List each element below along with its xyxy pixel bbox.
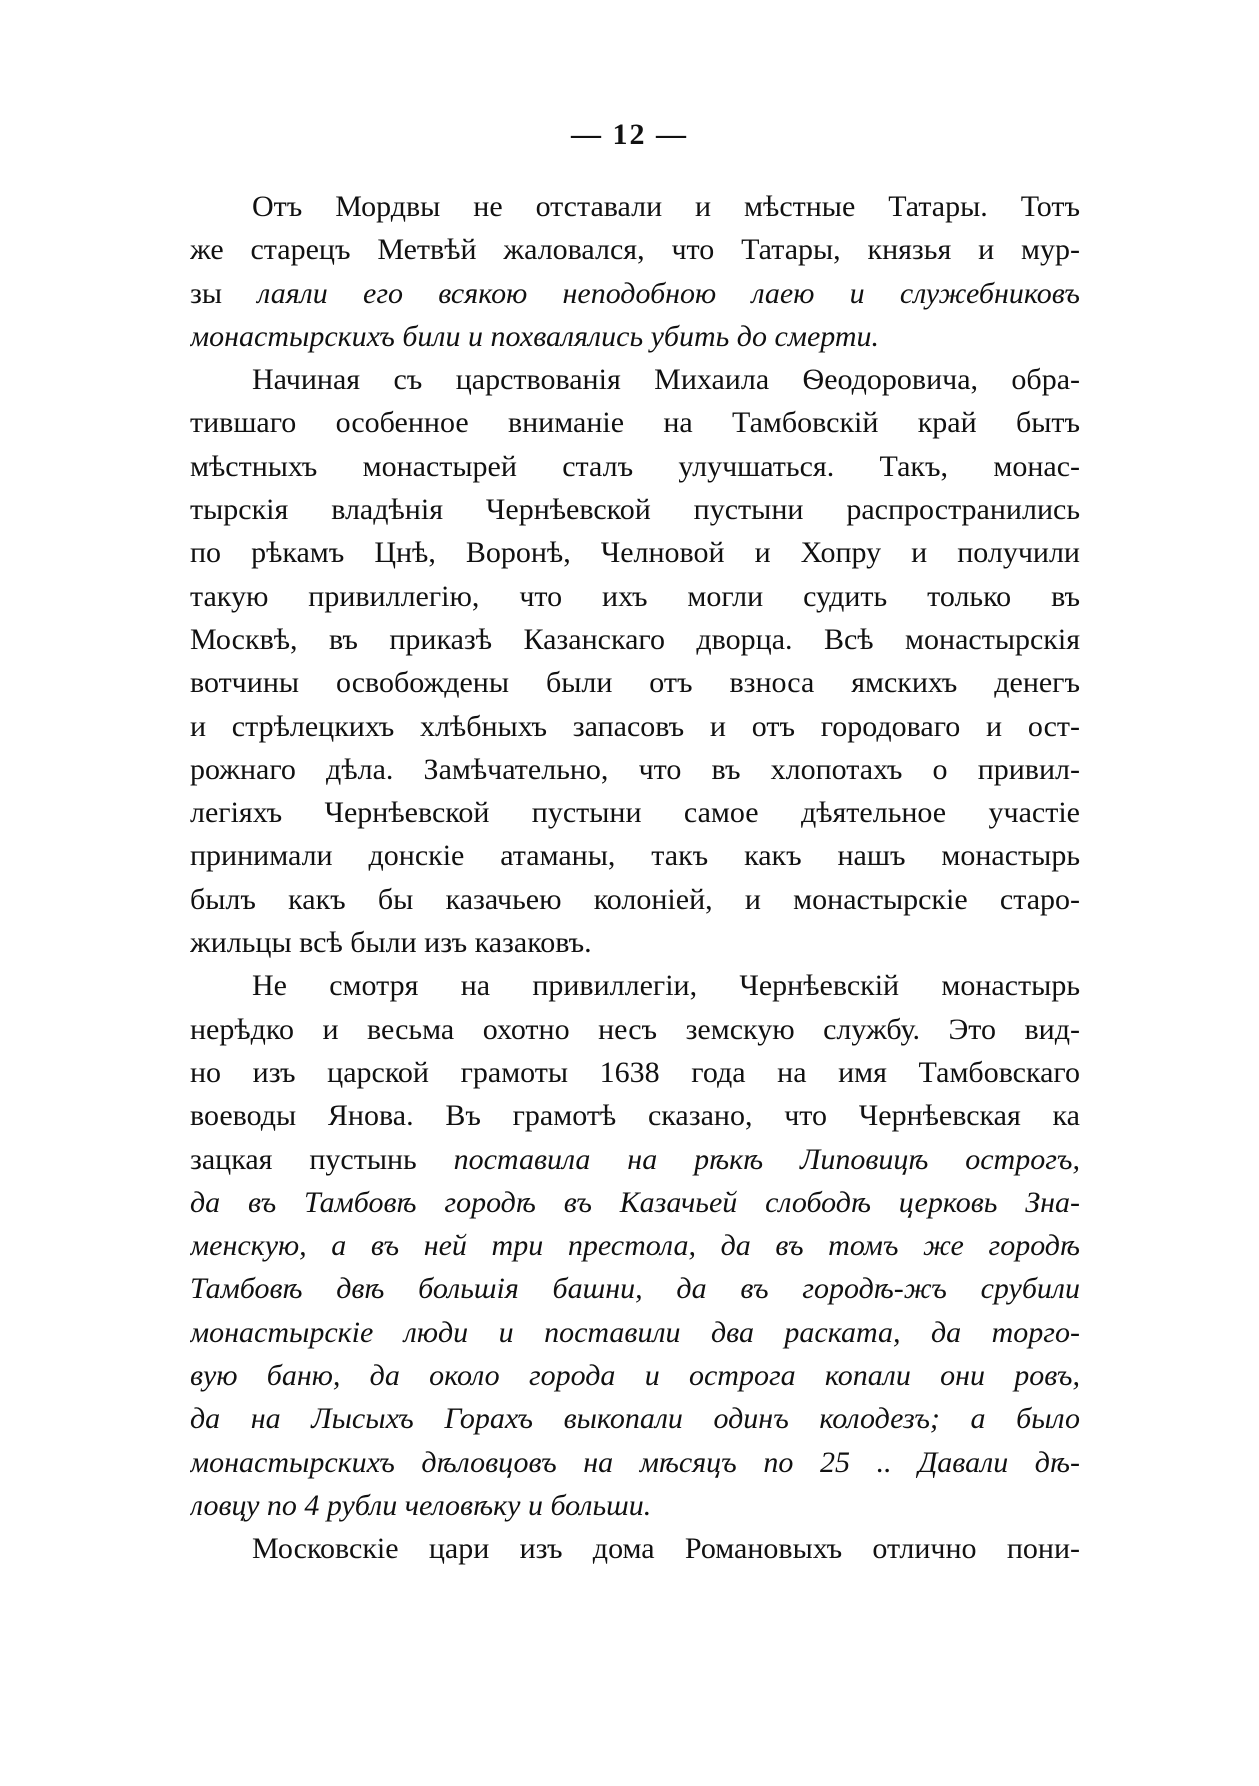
text-line [190,618,1080,661]
line-text: же старецъ Метвѣй жаловался, что Татары, князья и мур- [190,233,1080,267]
italic-quote: да на Лысыхъ Горахъ выкопали одинъ колодезъ; а было [190,1402,1080,1436]
text-line [190,1441,1080,1484]
line-text: но изъ царской грамоты 1638 года на имя Тамбовскаго [190,1055,1080,1089]
text-line [190,1094,1080,1137]
text-line [190,315,1080,358]
line-text: Московскіе цари изъ дома Романовыхъ отлично пони- [252,1532,1080,1566]
line-text: вотчины освобождены были отъ взноса ямскихъ денегъ [190,666,1080,700]
text-line [190,575,1080,618]
text-line [190,1397,1080,1440]
line-text: и стрѣлецкихъ хлѣбныхъ запасовъ и отъ городоваго и ост- [190,709,1080,743]
text-line [190,878,1080,921]
text-line [190,1484,1080,1527]
italic-quote: да въ Тамбовѣ городѣ въ Казачьей слободѣ церковь Зна- [190,1185,1080,1219]
line-text: тившаго особенное вниманіе на Тамбовскій край бытъ [190,406,1080,440]
line-text: принимали донскіе атаманы, такъ какъ нашъ монастырь [190,839,1080,873]
text-line [190,228,1080,271]
line-text: такую привиллегію, что ихъ могли судить только въ [190,579,1080,613]
italic-quote: вую баню, да около города и острога копали они ровъ, [190,1359,1080,1393]
text-line [190,1354,1080,1397]
text-line [190,705,1080,748]
italic-quote: монастырскіе люди и поставили два раската, да торго- [190,1315,1080,1349]
text-line [190,748,1080,791]
text-line [190,531,1080,574]
text-line [190,1008,1080,1051]
body-text [190,185,1080,1571]
line-text: былъ какъ бы казачьею колоніей, и монастырскіе старо- [190,882,1080,916]
line-text: зацкая пустынь [190,1142,454,1176]
line-text: по рѣкамъ Цнѣ, Воронѣ, Челновой и Хопру и получили [190,536,1080,570]
line-text: Начиная съ царствованія Михаила Ѳеодоровича, обра- [252,363,1080,397]
text-line [190,834,1080,877]
italic-quote: лаяли его всякою неподобною лаею и служебниковъ [257,276,1080,310]
text-line [190,1311,1080,1354]
text-line [190,661,1080,704]
line-text: мѣстныхъ монастырей сталъ улучшаться. Такъ, монас- [190,449,1080,483]
italic-quote: Тамбовѣ двѣ большія башни, да въ городѣ-жъ срубили [190,1272,1080,1306]
line-text: зы [190,276,258,310]
italic-quote: монастырскихъ били и похвалялись убить до смерти. [190,319,880,353]
italic-quote: ловцу по 4 рубли человѣку и больши. [190,1488,652,1522]
text-line [190,1527,1080,1570]
line-text: нерѣдко и весьма охотно несъ земскую службу. Это вид- [190,1012,1080,1046]
line-text: Отъ Мордвы не отставали и мѣстные Татары. Тотъ [252,190,1080,223]
line-text: жильцы всѣ были изъ казаковъ. [190,926,592,960]
text-line [190,488,1080,531]
text-line [190,401,1080,444]
text-line [190,185,1080,228]
text-line [190,1267,1080,1310]
text-line [190,1051,1080,1094]
text-line [190,1138,1080,1181]
text-line [190,1181,1080,1224]
line-text: воеводы Янова. Въ грамотѣ сказано, что Чернѣевская ка [190,1099,1080,1133]
text-line [190,921,1080,964]
line-text: рожнаго дѣла. Замѣчательно, что въ хлопотахъ о привил- [190,752,1080,786]
page-number: — 12 — [571,118,688,151]
line-text: Москвѣ, въ приказѣ Казанскаго дворца. Всѣ монастырскія [190,622,1080,656]
italic-quote: менскую, а въ ней три престола, да въ томъ же городѣ [190,1229,1080,1263]
text-line [190,964,1080,1007]
italic-quote: монастырскихъ дѣловцовъ на мѣсяцъ по 25 .. Давали дѣ- [190,1445,1080,1479]
line-text: Не смотря на привиллегіи, Чернѣевскій монастырь [252,969,1080,1003]
text-line [190,1224,1080,1267]
text-line [190,272,1080,315]
text-line [190,358,1080,401]
text-line [190,445,1080,488]
italic-quote: поставила на рѣкѣ Липовицѣ острогъ, [453,1142,1080,1176]
line-text: легіяхъ Чернѣевской пустыни самое дѣятельное участіе [190,796,1080,830]
line-text: тырскія владѣнія Чернѣевской пустыни распространились [190,493,1080,527]
text-line [190,791,1080,834]
